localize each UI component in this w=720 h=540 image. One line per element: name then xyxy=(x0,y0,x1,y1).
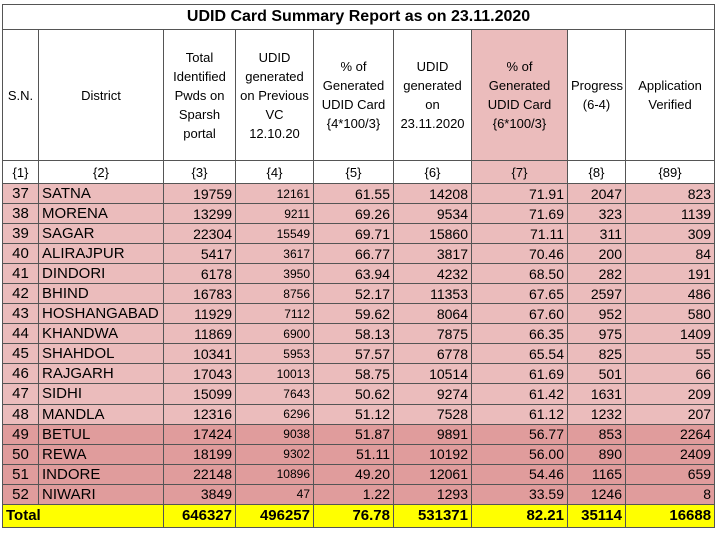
table-row xyxy=(3,424,715,444)
cell-district: DINDORI xyxy=(39,264,164,284)
cell-sn: 38 xyxy=(3,204,39,224)
cell-pct-prev: 66.77 xyxy=(314,244,394,264)
cell-progress: 825 xyxy=(568,344,626,364)
cell-district: RAJGARH xyxy=(39,364,164,384)
cell-prev: 6296 xyxy=(236,404,314,424)
cell-pct-prev: 63.94 xyxy=(314,264,394,284)
total-label: Total xyxy=(3,504,164,527)
cell-pct-gen: 67.65 xyxy=(472,284,568,304)
cell-pct-prev: 57.57 xyxy=(314,344,394,364)
index-cell: {3} xyxy=(164,161,236,184)
col-header-sn: S.N. xyxy=(3,30,39,161)
cell-prev: 10013 xyxy=(236,364,314,384)
cell-verified: 66 xyxy=(626,364,715,384)
cell-progress: 2047 xyxy=(568,184,626,204)
cell-sn: 48 xyxy=(3,404,39,424)
cell-prev: 5953 xyxy=(236,344,314,364)
report-container xyxy=(2,4,714,528)
cell-pct-prev: 51.87 xyxy=(314,424,394,444)
cell-progress: 311 xyxy=(568,224,626,244)
col-header-verified: Application Verified xyxy=(626,30,715,161)
cell-sn: 44 xyxy=(3,324,39,344)
table-row xyxy=(3,484,715,504)
cell-pct-prev: 61.55 xyxy=(314,184,394,204)
cell-prev: 9302 xyxy=(236,444,314,464)
cell-verified: 2409 xyxy=(626,444,715,464)
cell-verified: 309 xyxy=(626,224,715,244)
cell-verified: 1139 xyxy=(626,204,715,224)
cell-progress: 282 xyxy=(568,264,626,284)
cell-prev: 9211 xyxy=(236,204,314,224)
index-cell: {4} xyxy=(236,161,314,184)
cell-pct-gen: 33.59 xyxy=(472,484,568,504)
cell-gen: 14208 xyxy=(394,184,472,204)
col-header-pct-prev: % of Generated UDID Card {4*100/3} xyxy=(314,30,394,161)
table-row xyxy=(3,464,715,484)
cell-sn: 49 xyxy=(3,424,39,444)
cell-pct-gen: 56.77 xyxy=(472,424,568,444)
cell-total: 22304 xyxy=(164,224,236,244)
cell-gen: 9891 xyxy=(394,424,472,444)
table-row xyxy=(3,444,715,464)
cell-pct-prev: 1.22 xyxy=(314,484,394,504)
total-pct-gen: 82.21 xyxy=(472,504,568,527)
cell-pct-gen: 56.00 xyxy=(472,444,568,464)
cell-progress: 1631 xyxy=(568,384,626,404)
total-prev: 496257 xyxy=(236,504,314,527)
cell-pct-prev: 58.13 xyxy=(314,324,394,344)
table-row xyxy=(3,264,715,284)
table-row xyxy=(3,224,715,244)
table-row xyxy=(3,204,715,224)
total-progress: 35114 xyxy=(568,504,626,527)
cell-pct-prev: 49.20 xyxy=(314,464,394,484)
cell-pct-gen: 71.69 xyxy=(472,204,568,224)
cell-pct-gen: 71.11 xyxy=(472,224,568,244)
cell-district: MORENA xyxy=(39,204,164,224)
col-header-total: Total Identified Pwds on Sparsh portal xyxy=(164,30,236,161)
cell-pct-gen: 65.54 xyxy=(472,344,568,364)
cell-sn: 45 xyxy=(3,344,39,364)
cell-prev: 15549 xyxy=(236,224,314,244)
cell-progress: 853 xyxy=(568,424,626,444)
cell-gen: 7528 xyxy=(394,404,472,424)
cell-total: 17424 xyxy=(164,424,236,444)
cell-sn: 42 xyxy=(3,284,39,304)
cell-gen: 12061 xyxy=(394,464,472,484)
cell-prev: 6900 xyxy=(236,324,314,344)
cell-verified: 1409 xyxy=(626,324,715,344)
total-gen: 531371 xyxy=(394,504,472,527)
table-row xyxy=(3,404,715,424)
cell-verified: 2264 xyxy=(626,424,715,444)
cell-total: 3849 xyxy=(164,484,236,504)
cell-total: 17043 xyxy=(164,364,236,384)
cell-sn: 51 xyxy=(3,464,39,484)
cell-sn: 46 xyxy=(3,364,39,384)
cell-pct-gen: 61.69 xyxy=(472,364,568,384)
cell-gen: 3817 xyxy=(394,244,472,264)
cell-verified: 84 xyxy=(626,244,715,264)
cell-pct-gen: 71.91 xyxy=(472,184,568,204)
cell-pct-prev: 69.71 xyxy=(314,224,394,244)
index-cell: {7} xyxy=(472,161,568,184)
cell-prev: 7112 xyxy=(236,304,314,324)
cell-gen: 9274 xyxy=(394,384,472,404)
cell-district: HOSHANGABAD xyxy=(39,304,164,324)
cell-pct-prev: 51.12 xyxy=(314,404,394,424)
cell-total: 22148 xyxy=(164,464,236,484)
cell-gen: 10514 xyxy=(394,364,472,384)
cell-pct-gen: 67.60 xyxy=(472,304,568,324)
cell-progress: 890 xyxy=(568,444,626,464)
col-header-prev: UDID generated on Previous VC 12.10.20 xyxy=(236,30,314,161)
cell-prev: 10896 xyxy=(236,464,314,484)
cell-verified: 209 xyxy=(626,384,715,404)
cell-gen: 1293 xyxy=(394,484,472,504)
cell-progress: 200 xyxy=(568,244,626,264)
cell-pct-prev: 69.26 xyxy=(314,204,394,224)
cell-progress: 975 xyxy=(568,324,626,344)
cell-pct-prev: 50.62 xyxy=(314,384,394,404)
cell-total: 18199 xyxy=(164,444,236,464)
cell-prev: 12161 xyxy=(236,184,314,204)
cell-prev: 8756 xyxy=(236,284,314,304)
cell-gen: 4232 xyxy=(394,264,472,284)
table-row xyxy=(3,384,715,404)
table-row xyxy=(3,324,715,344)
cell-progress: 501 xyxy=(568,364,626,384)
cell-sn: 39 xyxy=(3,224,39,244)
cell-pct-gen: 61.42 xyxy=(472,384,568,404)
cell-district: SAGAR xyxy=(39,224,164,244)
cell-district: SHAHDOL xyxy=(39,344,164,364)
total-row xyxy=(3,504,715,527)
total-pct-prev: 76.78 xyxy=(314,504,394,527)
cell-sn: 52 xyxy=(3,484,39,504)
cell-gen: 8064 xyxy=(394,304,472,324)
table-row xyxy=(3,244,715,264)
cell-total: 19759 xyxy=(164,184,236,204)
table-row xyxy=(3,184,715,204)
cell-verified: 486 xyxy=(626,284,715,304)
cell-total: 16783 xyxy=(164,284,236,304)
cell-district: ALIRAJPUR xyxy=(39,244,164,264)
cell-sn: 40 xyxy=(3,244,39,264)
cell-district: KHANDWA xyxy=(39,324,164,344)
total-verified: 16688 xyxy=(626,504,715,527)
cell-prev: 7643 xyxy=(236,384,314,404)
cell-verified: 580 xyxy=(626,304,715,324)
cell-pct-prev: 59.62 xyxy=(314,304,394,324)
cell-verified: 191 xyxy=(626,264,715,284)
col-header-progress: Progress (6-4) xyxy=(568,30,626,161)
cell-district: MANDLA xyxy=(39,404,164,424)
cell-total: 5417 xyxy=(164,244,236,264)
cell-gen: 6778 xyxy=(394,344,472,364)
cell-total: 10341 xyxy=(164,344,236,364)
cell-district: SATNA xyxy=(39,184,164,204)
cell-gen: 11353 xyxy=(394,284,472,304)
col-header-district: District xyxy=(39,30,164,161)
cell-sn: 47 xyxy=(3,384,39,404)
cell-pct-gen: 70.46 xyxy=(472,244,568,264)
cell-progress: 1165 xyxy=(568,464,626,484)
index-row xyxy=(3,161,715,184)
cell-district: BHIND xyxy=(39,284,164,304)
index-cell: {8} xyxy=(568,161,626,184)
cell-total: 11929 xyxy=(164,304,236,324)
table-row xyxy=(3,344,715,364)
title-row xyxy=(3,5,715,30)
total-identified: 646327 xyxy=(164,504,236,527)
table-row xyxy=(3,304,715,324)
col-header-gen: UDID generated on 23.11.2020 xyxy=(394,30,472,161)
cell-progress: 952 xyxy=(568,304,626,324)
cell-prev: 3617 xyxy=(236,244,314,264)
index-cell: {5} xyxy=(314,161,394,184)
cell-verified: 823 xyxy=(626,184,715,204)
index-cell: {1} xyxy=(3,161,39,184)
cell-district: REWA xyxy=(39,444,164,464)
cell-pct-prev: 52.17 xyxy=(314,284,394,304)
cell-gen: 9534 xyxy=(394,204,472,224)
cell-gen: 7875 xyxy=(394,324,472,344)
cell-prev: 3950 xyxy=(236,264,314,284)
cell-district: INDORE xyxy=(39,464,164,484)
cell-sn: 41 xyxy=(3,264,39,284)
cell-pct-gen: 61.12 xyxy=(472,404,568,424)
cell-pct-gen: 68.50 xyxy=(472,264,568,284)
cell-verified: 659 xyxy=(626,464,715,484)
cell-district: SIDHI xyxy=(39,384,164,404)
cell-progress: 323 xyxy=(568,204,626,224)
index-cell: {89} xyxy=(626,161,715,184)
cell-sn: 37 xyxy=(3,184,39,204)
cell-district: NIWARI xyxy=(39,484,164,504)
cell-prev: 47 xyxy=(236,484,314,504)
cell-pct-prev: 58.75 xyxy=(314,364,394,384)
cell-total: 15099 xyxy=(164,384,236,404)
report-title: UDID Card Summary Report as on 23.11.2020 xyxy=(3,5,715,30)
table-row xyxy=(3,284,715,304)
cell-progress: 1246 xyxy=(568,484,626,504)
summary-table xyxy=(2,4,715,528)
cell-verified: 55 xyxy=(626,344,715,364)
cell-sn: 50 xyxy=(3,444,39,464)
cell-total: 11869 xyxy=(164,324,236,344)
col-header-pct-gen: % of Generated UDID Card {6*100/3} xyxy=(472,30,568,161)
cell-total: 13299 xyxy=(164,204,236,224)
cell-pct-gen: 66.35 xyxy=(472,324,568,344)
cell-prev: 9038 xyxy=(236,424,314,444)
cell-total: 12316 xyxy=(164,404,236,424)
cell-sn: 43 xyxy=(3,304,39,324)
index-cell: {6} xyxy=(394,161,472,184)
cell-verified: 8 xyxy=(626,484,715,504)
cell-pct-prev: 51.11 xyxy=(314,444,394,464)
cell-gen: 10192 xyxy=(394,444,472,464)
cell-gen: 15860 xyxy=(394,224,472,244)
index-cell: {2} xyxy=(39,161,164,184)
table-row xyxy=(3,364,715,384)
cell-progress: 1232 xyxy=(568,404,626,424)
cell-total: 6178 xyxy=(164,264,236,284)
cell-verified: 207 xyxy=(626,404,715,424)
cell-district: BETUL xyxy=(39,424,164,444)
cell-progress: 2597 xyxy=(568,284,626,304)
cell-pct-gen: 54.46 xyxy=(472,464,568,484)
header-row xyxy=(3,30,715,161)
